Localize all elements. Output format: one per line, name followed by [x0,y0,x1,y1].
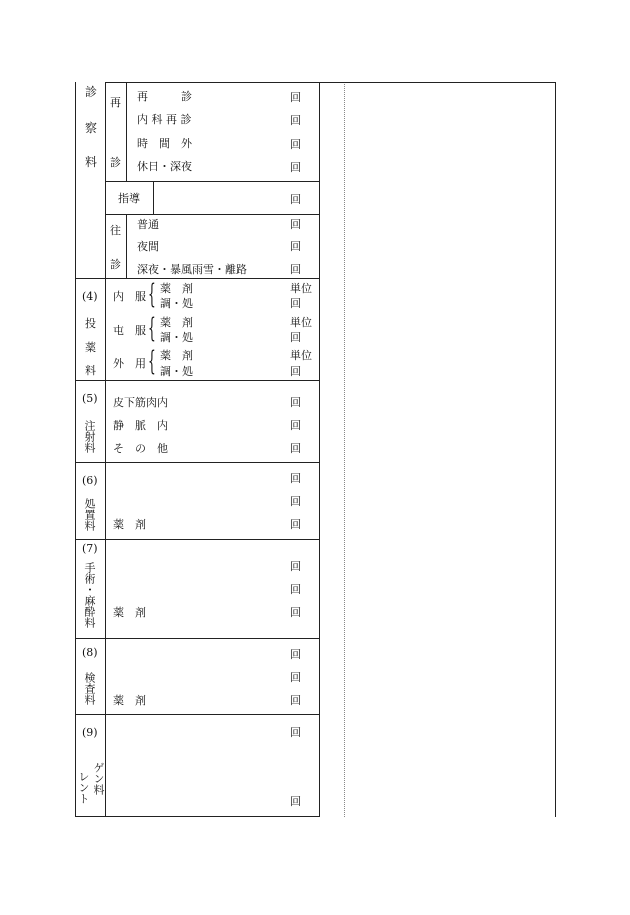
shido-top [105,181,320,182]
chusha-num: (5) [82,392,98,405]
brace-icon: { [148,346,156,377]
unit-label: 回 [290,297,301,310]
shido-label: 指導 [118,192,140,205]
unit-ten-label: 単位 [290,282,312,295]
oushin-item: 深夜・暴風雨雪・離路 [137,263,247,276]
table-middle-border [319,82,320,817]
kensa-num: (8) [82,646,98,659]
shochi-num: (6) [82,474,98,487]
shinsatsu-title-2: 察 [85,121,98,135]
brace-icon: { [148,313,156,344]
chouzai-label: 調・処 [160,365,193,378]
unit-label: 回 [290,442,301,455]
unit-label: 回 [290,583,301,596]
saishin-label-2: 診 [110,156,121,169]
unit-label: 回 [290,331,301,344]
unit-label: 回 [290,606,301,619]
unit-label: 回 [290,648,301,661]
unit-label: 回 [290,91,301,104]
chouzai-label: 調・処 [160,297,193,310]
yakuzai-label: 薬 剤 [160,282,193,295]
unit-label: 回 [290,263,301,276]
shinsatsu-title-1: 診 [85,85,98,99]
touyaku-num: (4) [82,290,98,303]
shinsatsu-title-3: 料 [85,155,98,169]
brace-icon: { [148,279,156,310]
saishin-item: 時 間 外 [137,137,192,150]
section-sep-5 [75,380,320,381]
oushin-top [105,214,320,215]
table-right-border [555,82,556,817]
xray-title-col2: レント [77,771,90,804]
dotted-divider [344,82,345,817]
shujutsu-num: (7) [82,542,98,555]
gaiyou-label: 外 用 [113,357,146,370]
saishin-divider [126,82,127,182]
shochi-title: 処置料 [83,498,96,531]
touyaku-title-1: 投 [85,317,96,330]
section-sep-7 [75,539,320,540]
tonpuku-label: 屯 服 [113,324,146,337]
table-left-border [75,82,76,817]
oushin-item: 夜間 [137,240,159,253]
oushin-label-2: 診 [110,258,121,271]
touyaku-title-3: 料 [85,364,96,377]
xray-title-col1: ゲン料 [92,762,105,795]
unit-label: 回 [290,726,301,739]
oushin-divider [126,214,127,279]
unit-label: 回 [290,560,301,573]
top-border [105,82,556,83]
unit-label: 回 [290,240,301,253]
oushin-item: 普通 [137,218,159,231]
unit-label: 回 [290,138,301,151]
unit-ten-label: 単位 [290,316,312,329]
yakuzai-label: 薬 剤 [160,349,193,362]
oushin-label: 往 [110,224,121,237]
chusha-item: そ の 他 [113,442,168,455]
saishin-item: 再 診 [137,90,192,103]
unit-label: 回 [290,518,301,531]
bottom-border [75,816,320,817]
chusha-item: 静 脈 内 [113,419,168,432]
shochi-yakuzai: 薬 剤 [113,518,146,531]
saishin-item: 休日・深夜 [137,160,192,173]
saishin-item: 内 科 再 診 [137,113,192,126]
unit-label: 回 [290,671,301,684]
saishin-label: 再 [110,96,121,109]
unit-label: 回 [290,365,301,378]
section-sep-9 [75,714,320,715]
unit-label: 回 [290,114,301,127]
section-sep-8 [75,638,320,639]
section-sep-6 [75,462,320,463]
yakuzai-label: 薬 剤 [160,316,193,329]
unit-label: 回 [290,472,301,485]
unit-label: 回 [290,396,301,409]
unit-label: 回 [290,419,301,432]
naifuku-label: 内 服 [113,290,146,303]
unit-label: 回 [290,161,301,174]
unit-label: 回 [290,694,301,707]
unit-label: 回 [290,795,301,808]
chusha-item: 皮下筋肉内 [113,396,168,409]
shujutsu-yakuzai: 薬 剤 [113,606,146,619]
unit-label: 回 [290,193,301,206]
left-section-divider [105,82,106,817]
unit-label: 回 [290,218,301,231]
kensa-title: 検査料 [83,672,96,705]
touyaku-title-2: 薬 [85,341,96,354]
chusha-title: 注射料 [83,420,96,453]
unit-ten-label: 単位 [290,349,312,362]
chouzai-label: 調・処 [160,331,193,344]
shujutsu-title: 手術・麻酔料 [83,562,96,628]
shido-divider [153,181,154,215]
unit-label: 回 [290,495,301,508]
xray-num: (9) [82,726,98,739]
kensa-yakuzai: 薬 剤 [113,694,146,707]
section-sep-4 [75,278,320,279]
